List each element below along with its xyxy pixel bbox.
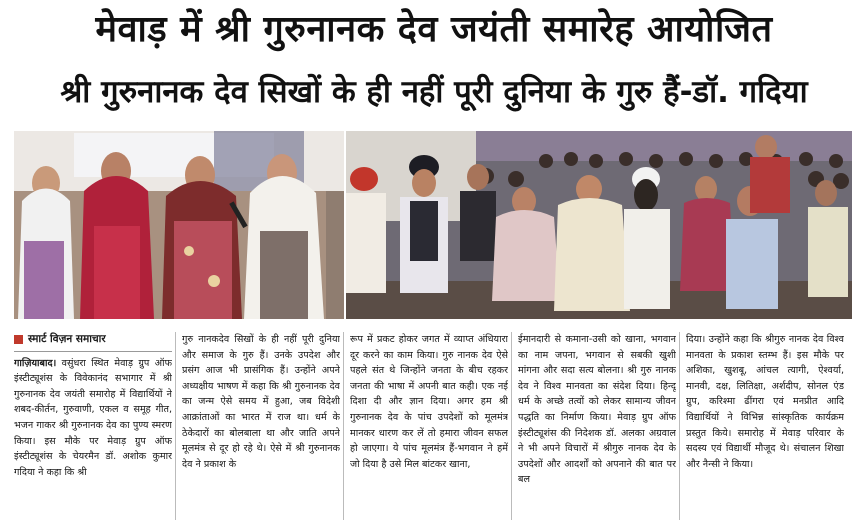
article-column-4 xyxy=(518,332,676,522)
article-text: रूप में प्रकट होकर जगत में व्याप्त अंधियारा दूर करने का काम किया। गुरु नानक देव ऐसे पहले संत थे जिन्होंने जनता के बीच रहकर जनता की भाषा में अपनी बात कही। एक नई दिशा दी और ज्ञान दिया। अगर हम श्री गुरुनानक देव के पांच उपदेशों को मूलमंत्र मानकर धारण कर लें तो हमारा जीवन सफल हो जाएगा। ये पांच मूलमंत्र हैं-भगवान ने हमें जो दिया है उसे मिल बांटकर खाना, xyxy=(350,334,508,470)
byline-text: स्मार्ट विज़न समाचार xyxy=(28,333,106,345)
article-text: दिया। उन्होंने कहा कि श्रीगुरु नानक देव विश्व मानवता के प्रकाश स्तम्भ हैं। इस मौके पर अशिका, खुशबू, आंचल त्यागी, ऐश्वर्या, मानवी, दक्ष, लितिक्षा, अर्शदीप, सोनल एंड ग्रुप, करिश्मा ढींगरा एवं मनप्रीत आदि विद्यार्थियों ने विभिन्न सांस्कृतिक कार्यक्रम प्रस्तुत किये। समारोह में मेवाड़ परिवार के सदस्य एवं विद्यार्थी मौजूद थे। संचालन शिखा और नैन्सी ने किया। xyxy=(686,334,844,470)
article-column-3 xyxy=(350,332,508,522)
article-column-2 xyxy=(182,332,340,522)
article-column-1 xyxy=(14,332,172,522)
bullet-square-icon xyxy=(14,335,23,344)
photo-audience-chief-guests xyxy=(346,131,852,319)
headline: मेवाड़ में श्री गुरुनानक देव जयंती समारेह आयोजित xyxy=(95,9,773,50)
article-text: वसुंधरा स्थित मेवाड़ ग्रुप ऑफ इंस्टीट्यूशंस के विवेकानंद सभागार में श्री गुरुनानक देव जयंती समारोह में विद्यार्थियों ने शबद-कीर्तन, गुरुवाणी, एकल व समूह गीत, भजन गाकर श्री गुरुनानक देव का पुण्य स्मरण किया। इस मौके पर मेवाड़ ग्रुप ऑफ इंस्टीट्यूशंस के चेयरमैन डॉ. अशोक कुमार गदिया ने कहा कि श्री xyxy=(14,357,172,478)
dateline-place: गाज़ियाबाद। xyxy=(14,357,57,369)
subheadline: श्री गुरुनानक देव सिखों के ही नहीं पूरी दुनिया के गुरु हैं-डॉ. गदिया xyxy=(60,74,808,110)
photo-students-performing xyxy=(14,131,344,319)
article-text: गुरु नानकदेव सिखों के ही नहीं पूरी दुनिया और समाज के गुरु हैं। उनके उपदेश और प्रसंग आज भी प्रासंगिक हैं। उन्होंने अपने अध्यक्षीय भाषण में कहा कि श्री गुरुनानक देव का जन्म ऐसे समय में हुआ, जब विदेशी आक्रांताओं का भारत में राज था। धर्म के ठेकेदारों का बोलबाला था और जाति अपने मूलमंत्र से दूर हो रहे थे। ऐसे में श्री गुरुनानक देव ने प्रकाश के xyxy=(182,334,340,470)
article-column-5 xyxy=(686,332,844,522)
article-body xyxy=(14,332,854,522)
byline xyxy=(14,332,172,352)
article-text: ईमानदारी से कमाना-उसी को खाना, भगवान का नाम जपना, भगवान से सबकी खुशी मांगना और सदा सत्य बोलना। श्री गुरु नानक देव ने विश्व मानवता का संदेश दिया। हिन्दू धर्म के अच्छे तत्वों को लेकर सामान्य जीवन पद्धति का निर्माण किया। मेवाड़ ग्रुप ऑफ इंस्टीट्यूशंस की निदेशक डॉ. अलका अग्रवाल ने भी अपने विचारों में श्रीगुरु नानक देव के उपदेशों और आदर्शों को अपनाने की बात पर बल xyxy=(518,334,676,486)
